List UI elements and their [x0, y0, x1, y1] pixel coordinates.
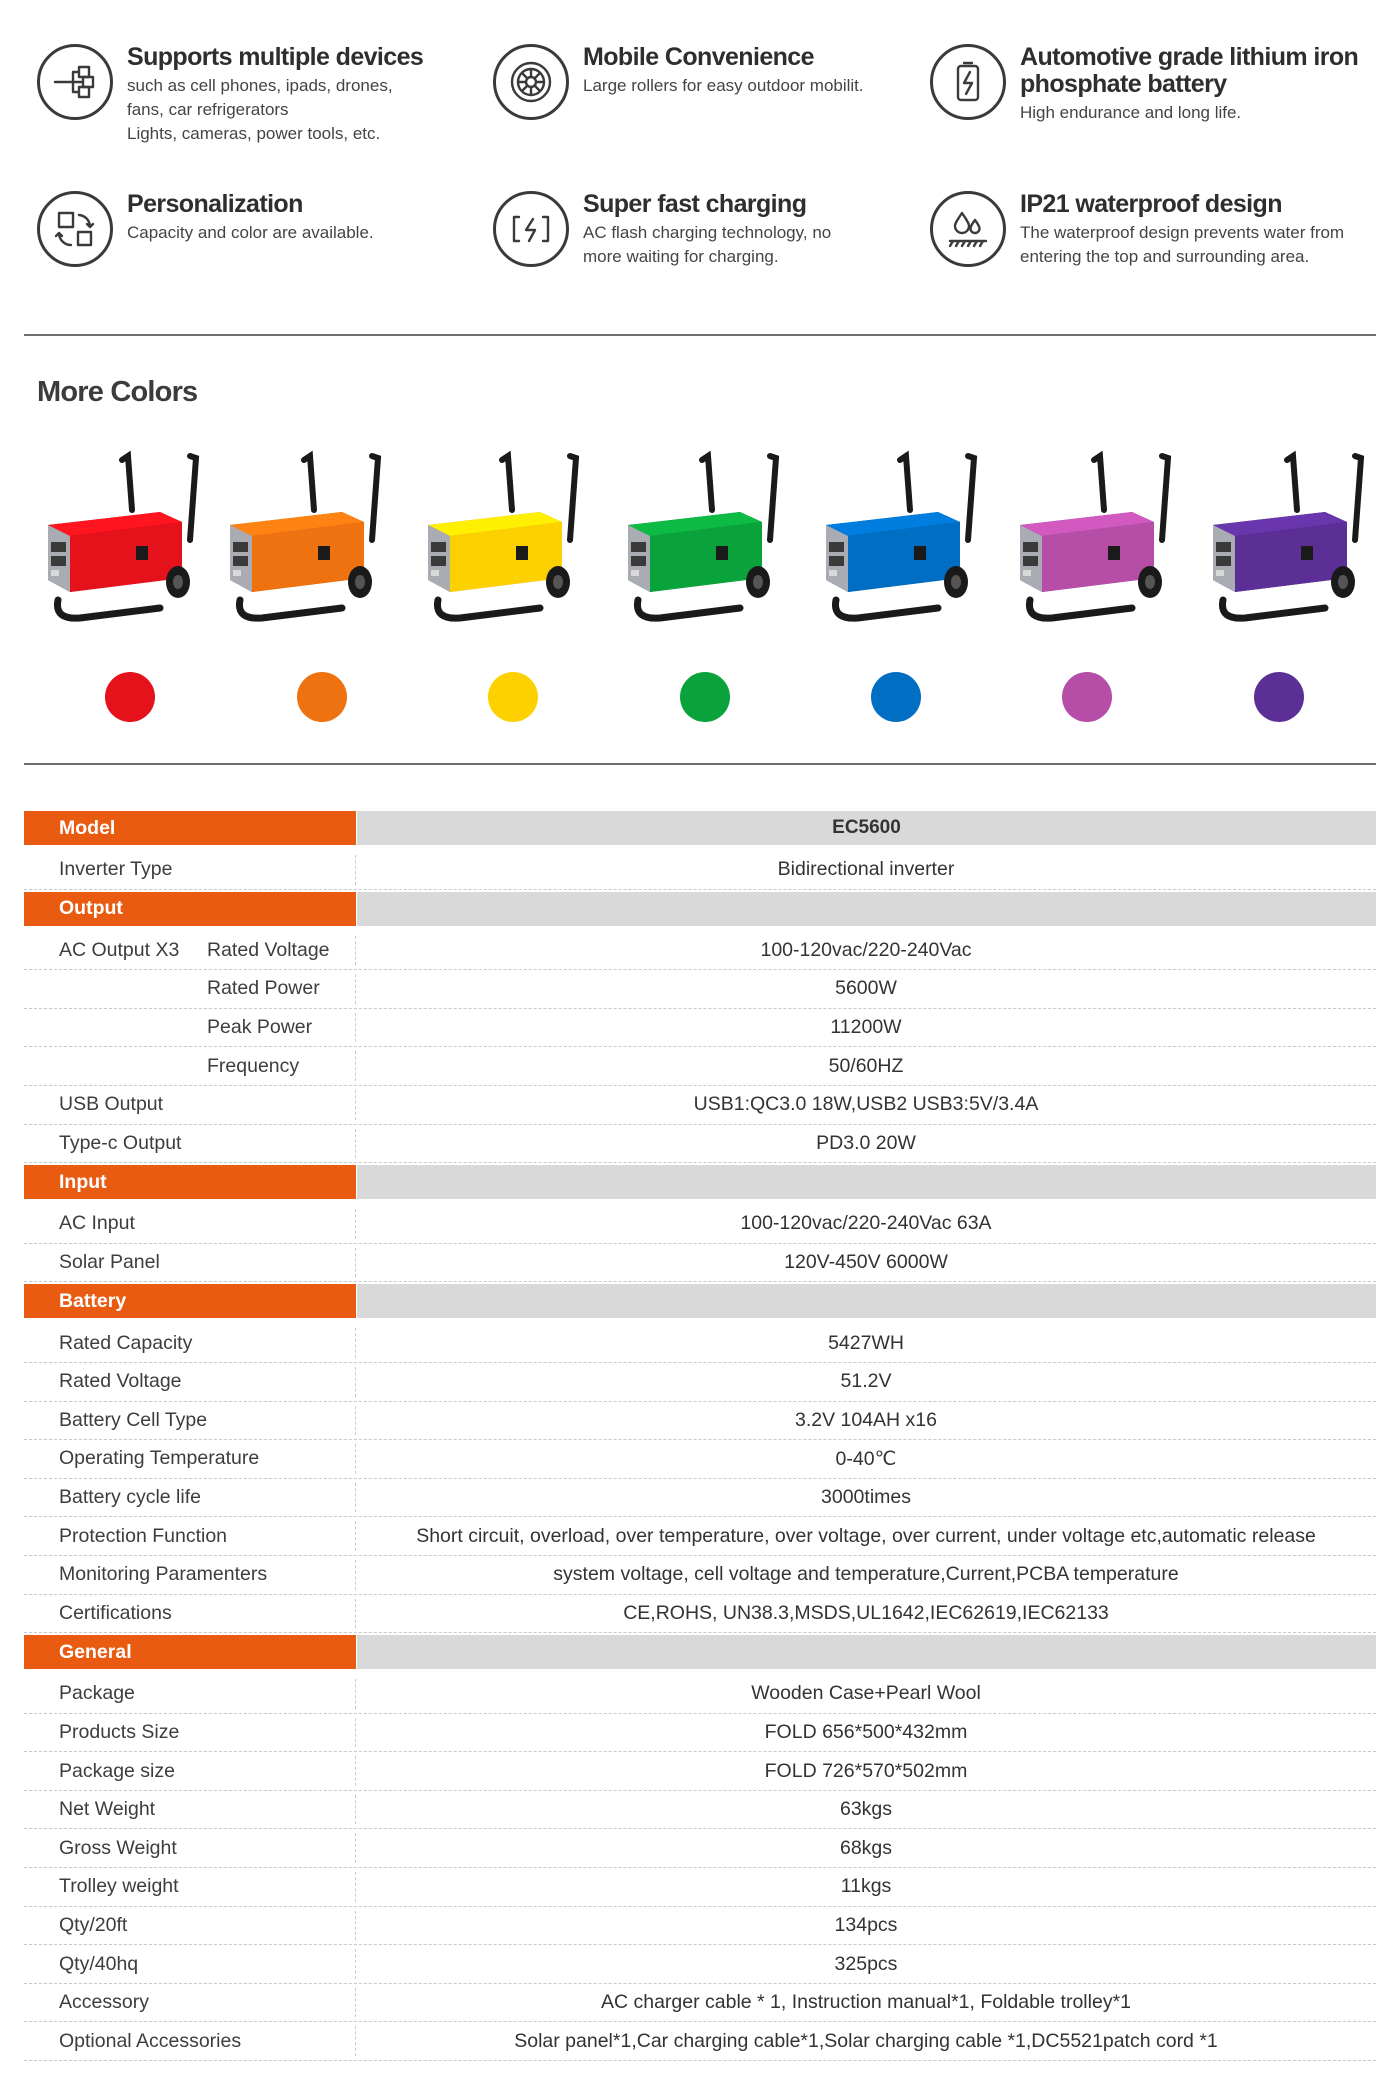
color-swatch[interactable]: [297, 672, 347, 722]
feature-title: Personalization: [127, 190, 303, 218]
spec-value: 11kgs: [840, 1875, 892, 1898]
feature-desc: Large rollers for easy outdoor mobilit.: [583, 76, 864, 95]
color-swatch[interactable]: [680, 672, 730, 722]
feature-title: Automotive grade lithium iron phosphate battery: [1020, 43, 1359, 98]
spec-label: Accessory: [59, 1991, 149, 2014]
fast-charge-icon: [493, 191, 569, 267]
spec-value: 11200W: [830, 1016, 902, 1039]
spec-value: 63kgs: [839, 1798, 893, 1821]
spec-value: 100-120vac/220-240Vac: [760, 938, 972, 961]
spec-value: 3000times: [821, 1486, 911, 1509]
product-color-gallery: [0, 450, 1400, 630]
table-row: [24, 1752, 1376, 1791]
feature-title: Super fast charging: [583, 190, 807, 218]
section-header-row: [24, 892, 1376, 926]
feature-desc: Capacity and color are available.: [127, 223, 374, 242]
color-swatch[interactable]: [1254, 672, 1304, 722]
spec-label: Qty/40hq: [59, 1952, 139, 1975]
spec-sublabel: Rated Power: [207, 977, 320, 1000]
spec-value: Short circuit, overload, over temperature, over voltage, over current, under voltage etc,automatic release: [416, 1524, 1316, 1547]
table-row: [24, 1047, 1376, 1086]
table-row: [24, 1675, 1376, 1714]
spec-value: 134pcs: [834, 1913, 898, 1936]
spec-sublabel: Frequency: [207, 1054, 300, 1077]
spec-label: Operating Temperature: [59, 1447, 260, 1470]
section-header-label: Model: [24, 811, 356, 845]
section-header-value: EC5600: [357, 811, 1376, 845]
table-row: [24, 1907, 1376, 1946]
product-image: [222, 450, 382, 630]
table-row: [24, 851, 1376, 890]
spec-label: Rated Voltage: [59, 1370, 182, 1393]
spec-value: 68kgs: [839, 1836, 893, 1859]
spec-value: Bidirectional inverter: [777, 858, 955, 881]
spec-value: Solar panel*1,Car charging cable*1,Solar charging cable *1,DC5521patch cord *1: [514, 2029, 1218, 2052]
spec-value: PD3.0 20W: [816, 1131, 916, 1154]
table-row: [24, 1517, 1376, 1556]
spec-value: 120V-450V 6000W: [784, 1251, 948, 1274]
product-image: [40, 450, 200, 630]
spec-value: FOLD 726*570*502mm: [764, 1759, 968, 1782]
feature-desc: such as cell phones, ipads, drones, fans, car refrigerators Lights, cameras, power tools, etc.: [127, 76, 393, 143]
color-swatch[interactable]: [105, 672, 155, 722]
color-swatches: [0, 672, 1400, 728]
table-row: [24, 1086, 1376, 1125]
spec-value: 51.2V: [840, 1370, 892, 1393]
table-row: [24, 1205, 1376, 1244]
section-header-label: Input: [24, 1165, 356, 1199]
section-header-row: [24, 1635, 1376, 1669]
spec-value: 5600W: [835, 977, 897, 1000]
spec-value: 3.2V 104AH x16: [794, 1408, 937, 1431]
table-row: [24, 1009, 1376, 1048]
spec-label: Gross Weight: [59, 1836, 177, 1859]
table-row: [24, 1945, 1376, 1984]
product-image: [818, 450, 978, 630]
section-header-label: Output: [24, 892, 356, 926]
feature-desc: The waterproof design prevents water from entering the top and surrounding area.: [1020, 223, 1345, 266]
spec-label: Battery cycle life: [59, 1486, 201, 1509]
section-header-value: [357, 1284, 1376, 1318]
section-header-row: [24, 1165, 1376, 1199]
spec-label: AC Input: [59, 1212, 135, 1235]
color-swatch[interactable]: [1062, 672, 1112, 722]
spec-value: 50/60HZ: [828, 1054, 904, 1077]
table-row: [24, 1363, 1376, 1402]
product-image: [620, 450, 780, 630]
spec-label: Protection Function: [59, 1524, 228, 1547]
table-row: [24, 1324, 1376, 1363]
spec-label: Monitoring Paramenters: [59, 1563, 268, 1586]
feature-desc: AC flash charging technology, no more waiting for charging.: [583, 223, 832, 266]
spec-label: AC Output X3: [59, 938, 180, 961]
spec-label: USB Output: [59, 1093, 164, 1116]
color-swatch[interactable]: [488, 672, 538, 722]
table-row: [24, 1479, 1376, 1518]
table-row: [24, 1714, 1376, 1753]
product-image: [420, 450, 580, 630]
spec-label: Trolley weight: [59, 1875, 179, 1898]
table-row: [24, 1868, 1376, 1907]
spec-label: Products Size: [59, 1720, 180, 1743]
feature-title: Mobile Convenience: [583, 43, 814, 71]
table-row: [24, 1244, 1376, 1283]
spec-label: Solar Panel: [59, 1251, 160, 1274]
spec-value: FOLD 656*500*432mm: [764, 1720, 968, 1743]
table-row: [24, 1595, 1376, 1634]
table-row: [24, 1556, 1376, 1595]
section-header-row: [24, 1284, 1376, 1318]
devices-icon: [37, 44, 113, 120]
spec-value: AC charger cable * 1, Instruction manual*1, Foldable trolley*1: [600, 1991, 1132, 2014]
section-divider: [24, 763, 1376, 765]
spec-value: 325pcs: [834, 1952, 898, 1975]
table-row: [24, 1984, 1376, 2023]
color-swatch[interactable]: [871, 672, 921, 722]
spec-label: Battery Cell Type: [59, 1408, 208, 1431]
product-image: [1012, 450, 1172, 630]
spec-sublabel: Rated Voltage: [207, 938, 330, 961]
feature-desc: High endurance and long life.: [1020, 103, 1242, 122]
table-row: [24, 1402, 1376, 1441]
feature-title: IP21 waterproof design: [1020, 190, 1282, 218]
section-header-row: [24, 811, 1376, 845]
battery-icon: [930, 44, 1006, 120]
table-row: [24, 1440, 1376, 1479]
spec-value: system voltage, cell voltage and temperature,Current,PCBA temperature: [553, 1563, 1179, 1586]
spec-label: Type-c Output: [59, 1131, 182, 1154]
spec-label: Net Weight: [59, 1798, 156, 1821]
spec-label: Package size: [59, 1759, 175, 1782]
more-colors-title: More Colors: [37, 376, 198, 408]
section-header-label: General: [24, 1635, 356, 1669]
spec-value: CE,ROHS, UN38.3,MSDS,UL1642,IEC62619,IEC62133: [623, 1601, 1109, 1624]
spec-value: 5427WH: [828, 1331, 904, 1354]
table-row: [24, 932, 1376, 971]
feature-title: Supports multiple devices: [127, 43, 424, 71]
section-header-value: [357, 1635, 1376, 1669]
section-header-value: [357, 1165, 1376, 1199]
spec-value: Wooden Case+Pearl Wool: [751, 1682, 981, 1705]
table-row: [24, 2022, 1376, 2061]
spec-label: Rated Capacity: [59, 1331, 193, 1354]
spec-label: Certifications: [59, 1601, 172, 1624]
table-row: [24, 1125, 1376, 1164]
spec-label: Optional Accessories: [59, 2029, 242, 2052]
spec-value: 0-40℃: [835, 1447, 897, 1470]
section-header-label: Battery: [24, 1284, 356, 1318]
table-row: [24, 1791, 1376, 1830]
wheel-icon: [493, 44, 569, 120]
waterproof-icon: [930, 191, 1006, 267]
spec-label: Package: [59, 1682, 135, 1705]
section-divider: [24, 334, 1376, 336]
spec-sublabel: Peak Power: [207, 1016, 313, 1039]
spec-value: 100-120vac/220-240Vac 63A: [740, 1212, 992, 1235]
section-header-value: [357, 892, 1376, 926]
spec-value: USB1:QC3.0 18W,USB2 USB3:5V/3.4A: [693, 1093, 1039, 1116]
table-row: [24, 970, 1376, 1009]
product-image: [1205, 450, 1365, 630]
spec-label: Inverter Type: [59, 858, 173, 881]
spec-table: [24, 809, 1376, 2061]
spec-label: Qty/20ft: [59, 1913, 128, 1936]
features-section: [0, 0, 1400, 330]
personalization-icon: [37, 191, 113, 267]
table-row: [24, 1829, 1376, 1868]
